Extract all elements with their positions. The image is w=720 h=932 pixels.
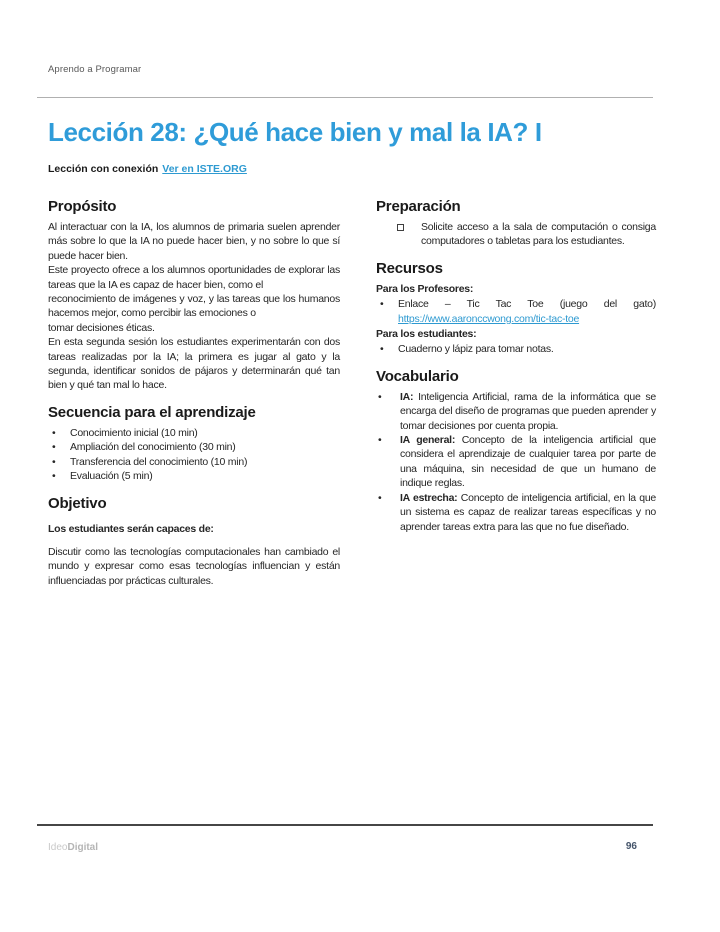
- list-item-label: Conocimiento inicial (10 min): [70, 426, 198, 439]
- page-title: Lección 28: ¿Qué hace bien y mal la IA? I: [48, 117, 542, 147]
- footer-brand-light: Ideo: [48, 842, 68, 853]
- list-item-label: Evaluación (5 min): [70, 470, 153, 483]
- proposito-paragraph: reconocimiento de imágenes y voz, y las tareas que los humanos hacemos mejor, como percibir las emociones o: [48, 293, 340, 320]
- resource-item-label: Enlace – Tic Tac Toe (juego del gato): [398, 298, 656, 311]
- right-column: [376, 198, 656, 588]
- proposito-heading: Propósito: [48, 198, 117, 215]
- vocab-term: IA:: [400, 390, 414, 403]
- left-column: [48, 198, 340, 588]
- preparacion-heading: Preparación: [376, 198, 461, 215]
- vocab-item: [376, 491, 656, 534]
- recursos-heading: Recursos: [376, 259, 443, 277]
- two-column-layout: [48, 198, 656, 588]
- document-body: [48, 116, 656, 588]
- secuencia-list: [48, 426, 340, 484]
- secuencia-heading: Secuencia para el aprendizaje: [48, 403, 256, 421]
- proposito-paragraph: Al interactuar con la IA, los alumnos de primaria suelen aprender más sobre lo que la IA no puede hacer bien, y no sobre lo que sí puede hacer bien.: [48, 221, 340, 262]
- bullet-icon: •: [52, 470, 56, 483]
- vocab-item: [376, 433, 656, 491]
- vocab-definition: Concepto de la inteligencia artificial que considera el aprendizaje de cualquier tarea por parte de una máquina, sin necesidad de que un humano de indique reglas.: [400, 434, 656, 490]
- student-resource-item: [376, 342, 656, 356]
- objetivo-heading: Objetivo: [48, 494, 107, 512]
- iste-link[interactable]: Ver en ISTE.ORG: [162, 163, 247, 175]
- students-label: Para los estudiantes:: [376, 328, 477, 341]
- objetivo-paragraph: Discutir como las tecnologías computacionales han cambiado el mundo y expresar como esas tecnologías influencian y están influenciadas por prácticas culturales.: [48, 545, 340, 587]
- vocabulario-heading: Vocabulario: [376, 367, 459, 385]
- bullet-icon: •: [378, 434, 382, 447]
- checkbox-icon: [397, 224, 404, 231]
- footer-divider: [37, 824, 653, 826]
- vocab-definition: Inteligencia Artificial, rama de la informática que se encarga del diseño de programas que pueden aprender y tomar decisiones por cuenta propia.: [400, 390, 656, 432]
- vocab-term: IA estrecha:: [400, 491, 458, 504]
- footer-brand-bold: Digital: [67, 842, 99, 853]
- resource-link-line: [376, 312, 656, 326]
- bullet-icon: •: [378, 491, 382, 504]
- objetivo-lead: Los estudiantes serán capaces de:: [48, 522, 214, 535]
- vocab-list: [376, 390, 656, 534]
- proposito-paragraph: Este proyecto ofrece a los alumnos oportunidades de explorar las tareas que la IA es capaz de hacer bien, como el: [48, 264, 340, 291]
- bullet-icon: •: [380, 343, 384, 356]
- vocab-item: [376, 390, 656, 433]
- list-item: [48, 426, 340, 440]
- bullet-icon: •: [52, 441, 56, 454]
- proposito-paragraph: En esta segunda sesión los estudiantes experimentarán con dos tareas realizadas por la IA; la primera es jugar al gato y la segunda, identificar sonidos de pájaros y determinarán qué tan bien y qué tan mal lo hace.: [48, 336, 340, 392]
- list-item: [48, 455, 340, 469]
- lesson-mode-line: [48, 163, 656, 175]
- tic-tac-toe-link[interactable]: https://www.aaronccwong.com/tic-tac-toe: [398, 312, 580, 325]
- bullet-icon: •: [52, 426, 56, 439]
- bullet-icon: •: [378, 390, 382, 403]
- list-item-label: Transferencia del conocimiento (10 min): [70, 455, 248, 468]
- preparacion-item: [376, 220, 656, 249]
- page-header-label: Aprendo a Programar: [48, 64, 142, 75]
- student-resource-label: Cuaderno y lápiz para tomar notas.: [398, 343, 554, 356]
- proposito-paragraph: tomar decisiones éticas.: [48, 321, 155, 334]
- teachers-label: Para los Profesores:: [376, 282, 474, 295]
- lesson-mode-label: Lección con conexión: [48, 163, 159, 175]
- bullet-icon: •: [380, 298, 384, 311]
- list-item-label: Ampliación del conocimiento (30 min): [70, 441, 236, 454]
- vocab-definition: Concepto de inteligencia artificial, en la que un sistema es capaz de realizar tareas específicas y no aprender tareas extra para las que no fue diseñado.: [400, 491, 657, 533]
- page-number: 96: [625, 841, 637, 852]
- preparacion-item-label: Solicite acceso a la sala de computación o consiga computadores o tabletas para los estudiantes.: [421, 221, 656, 248]
- footer-brand: [48, 842, 98, 853]
- header-divider: [37, 97, 653, 98]
- list-item: [48, 469, 340, 483]
- bullet-icon: •: [52, 455, 56, 468]
- vocab-term: IA general:: [400, 434, 456, 447]
- resource-item: [376, 297, 656, 311]
- list-item: [48, 440, 340, 454]
